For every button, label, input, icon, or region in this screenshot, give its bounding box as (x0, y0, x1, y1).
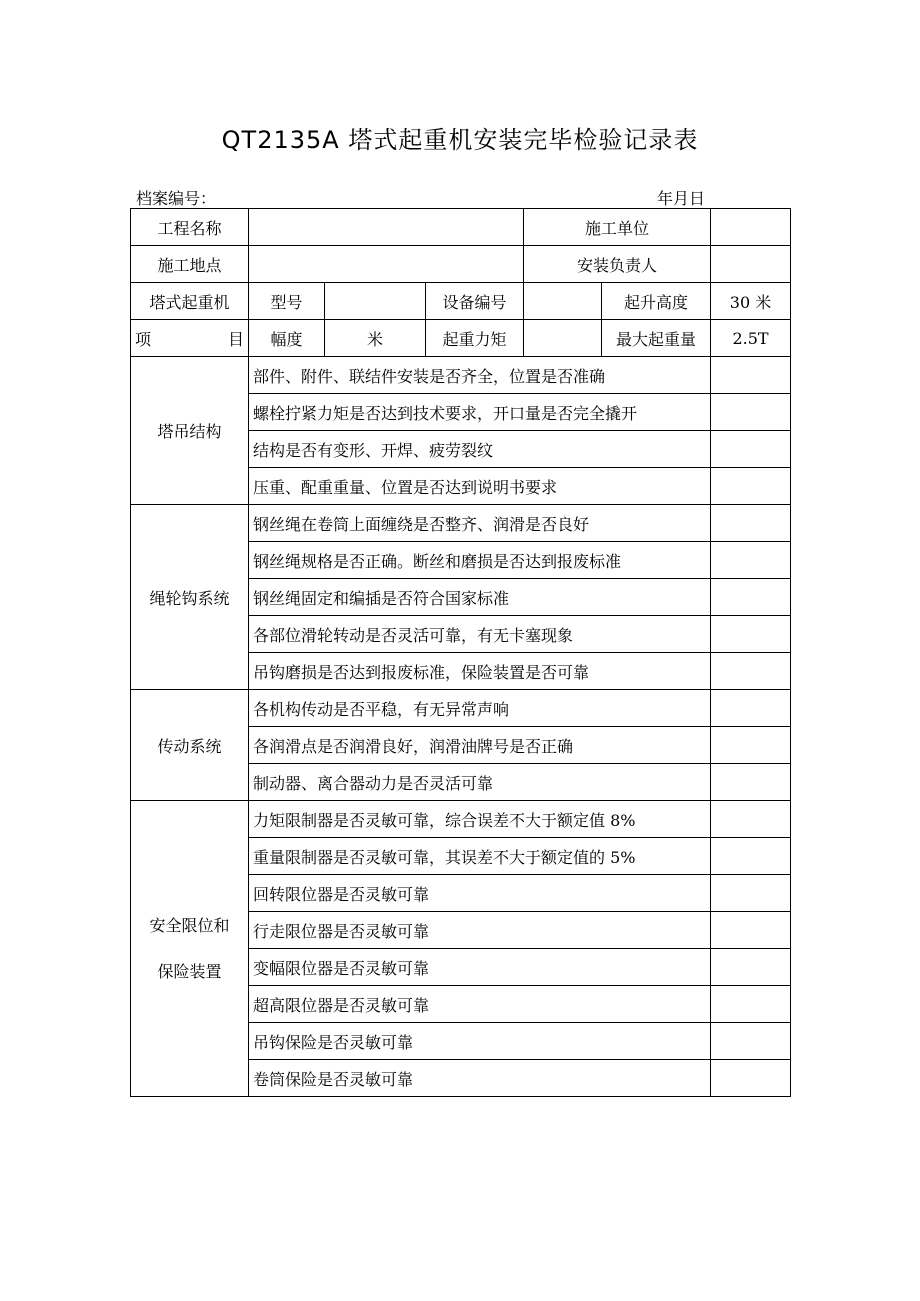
document-title: QT2135A 塔式起重机安装完毕检验记录表 (221, 126, 699, 154)
section-name-structure: 塔吊结构 (131, 357, 249, 505)
check-result-field[interactable] (711, 801, 791, 838)
lift-height-label: 起升高度 (602, 283, 711, 320)
equipment-no-field[interactable] (524, 283, 602, 320)
header-row-site (131, 246, 791, 283)
check-result-field[interactable] (711, 394, 791, 431)
check-item: 超高限位器是否灵敏可靠 (249, 986, 711, 1023)
check-item: 部件、附件、联结件安装是否齐全，位置是否准确 (249, 357, 711, 394)
date-label: 年月日 (657, 189, 706, 208)
max-load-label: 最大起重量 (602, 320, 711, 357)
check-row (131, 505, 791, 542)
section-name-line2: 保险装置 (157, 961, 222, 981)
check-result-field[interactable] (711, 1023, 791, 1060)
inspection-table (130, 208, 791, 1097)
construction-unit-field[interactable] (711, 209, 791, 246)
crane-label: 塔式起重机 (131, 283, 249, 320)
check-item: 压重、配重重量、位置是否达到说明书要求 (249, 468, 711, 505)
check-item: 钢丝绳规格是否正确。断丝和磨损是否达到报废标准 (249, 542, 711, 579)
site-label: 施工地点 (131, 246, 249, 283)
check-item: 回转限位器是否灵敏可靠 (249, 875, 711, 912)
construction-unit-label: 施工单位 (524, 209, 711, 246)
check-row (131, 801, 791, 838)
check-item: 钢丝绳在卷筒上面缠绕是否整齐、润滑是否良好 (249, 505, 711, 542)
check-item: 吊钩磨损是否达到报废标准，保险装置是否可靠 (249, 653, 711, 690)
check-result-field[interactable] (711, 875, 791, 912)
max-load-value: 2.5T (711, 320, 791, 357)
check-result-field[interactable] (711, 949, 791, 986)
archive-number-label: 档案编号： (136, 189, 217, 208)
site-field[interactable] (249, 246, 524, 283)
check-result-field[interactable] (711, 727, 791, 764)
check-result-field[interactable] (711, 505, 791, 542)
equipment-no-label: 设备编号 (426, 283, 524, 320)
model-field[interactable] (325, 283, 426, 320)
check-item: 重量限制器是否灵敏可靠，其误差不大于额定值的 5% (249, 838, 711, 875)
amplitude-unit: 米 (325, 320, 426, 357)
install-lead-field[interactable] (711, 246, 791, 283)
model-label: 型号 (249, 283, 325, 320)
check-result-field[interactable] (711, 838, 791, 875)
moment-label: 起重力矩 (426, 320, 524, 357)
section-name-safety-limits (131, 801, 249, 1097)
lift-height-value: 30 米 (711, 283, 791, 320)
check-result-field[interactable] (711, 764, 791, 801)
check-item: 卷筒保险是否灵敏可靠 (249, 1060, 711, 1097)
header-row-project (131, 209, 791, 246)
amplitude-label: 幅度 (249, 320, 325, 357)
header-row-model (131, 283, 791, 320)
check-item: 力矩限制器是否灵敏可靠，综合误差不大于额定值 8% (249, 801, 711, 838)
check-result-field[interactable] (711, 912, 791, 949)
header-row-amplitude (131, 320, 791, 357)
check-item: 螺栓拧紧力矩是否达到技术要求，开口量是否完全撬开 (249, 394, 711, 431)
check-row (131, 357, 791, 394)
project-name-field[interactable] (249, 209, 524, 246)
check-result-field[interactable] (711, 431, 791, 468)
check-result-field[interactable] (711, 690, 791, 727)
check-result-field[interactable] (711, 468, 791, 505)
section-name-rope-pulley-hook: 绳轮钩系统 (131, 505, 249, 690)
check-item: 制动器、离合器动力是否灵活可靠 (249, 764, 711, 801)
check-result-field[interactable] (711, 653, 791, 690)
check-result-field[interactable] (711, 616, 791, 653)
check-result-field[interactable] (711, 1060, 791, 1097)
check-item: 各部位滑轮转动是否灵活可靠，有无卡塞现象 (249, 616, 711, 653)
project-name-label: 工程名称 (131, 209, 249, 246)
check-item: 变幅限位器是否灵敏可靠 (249, 949, 711, 986)
check-item: 各润滑点是否润滑良好，润滑油牌号是否正确 (249, 727, 711, 764)
install-lead-label: 安装负责人 (524, 246, 711, 283)
check-result-field[interactable] (711, 986, 791, 1023)
check-item: 各机构传动是否平稳，有无异常声响 (249, 690, 711, 727)
moment-field[interactable] (524, 320, 602, 357)
check-item: 钢丝绳固定和编插是否符合国家标准 (249, 579, 711, 616)
check-result-field[interactable] (711, 579, 791, 616)
check-item: 结构是否有变形、开焊、疲劳裂纹 (249, 431, 711, 468)
check-row (131, 690, 791, 727)
section-name-line1: 安全限位和 (149, 915, 230, 935)
section-name-transmission: 传动系统 (131, 690, 249, 801)
check-item: 吊钩保险是否灵敏可靠 (249, 1023, 711, 1060)
check-result-field[interactable] (711, 357, 791, 394)
check-item: 行走限位器是否灵敏可靠 (249, 912, 711, 949)
item-label: 项 目 (131, 320, 249, 357)
check-result-field[interactable] (711, 542, 791, 579)
